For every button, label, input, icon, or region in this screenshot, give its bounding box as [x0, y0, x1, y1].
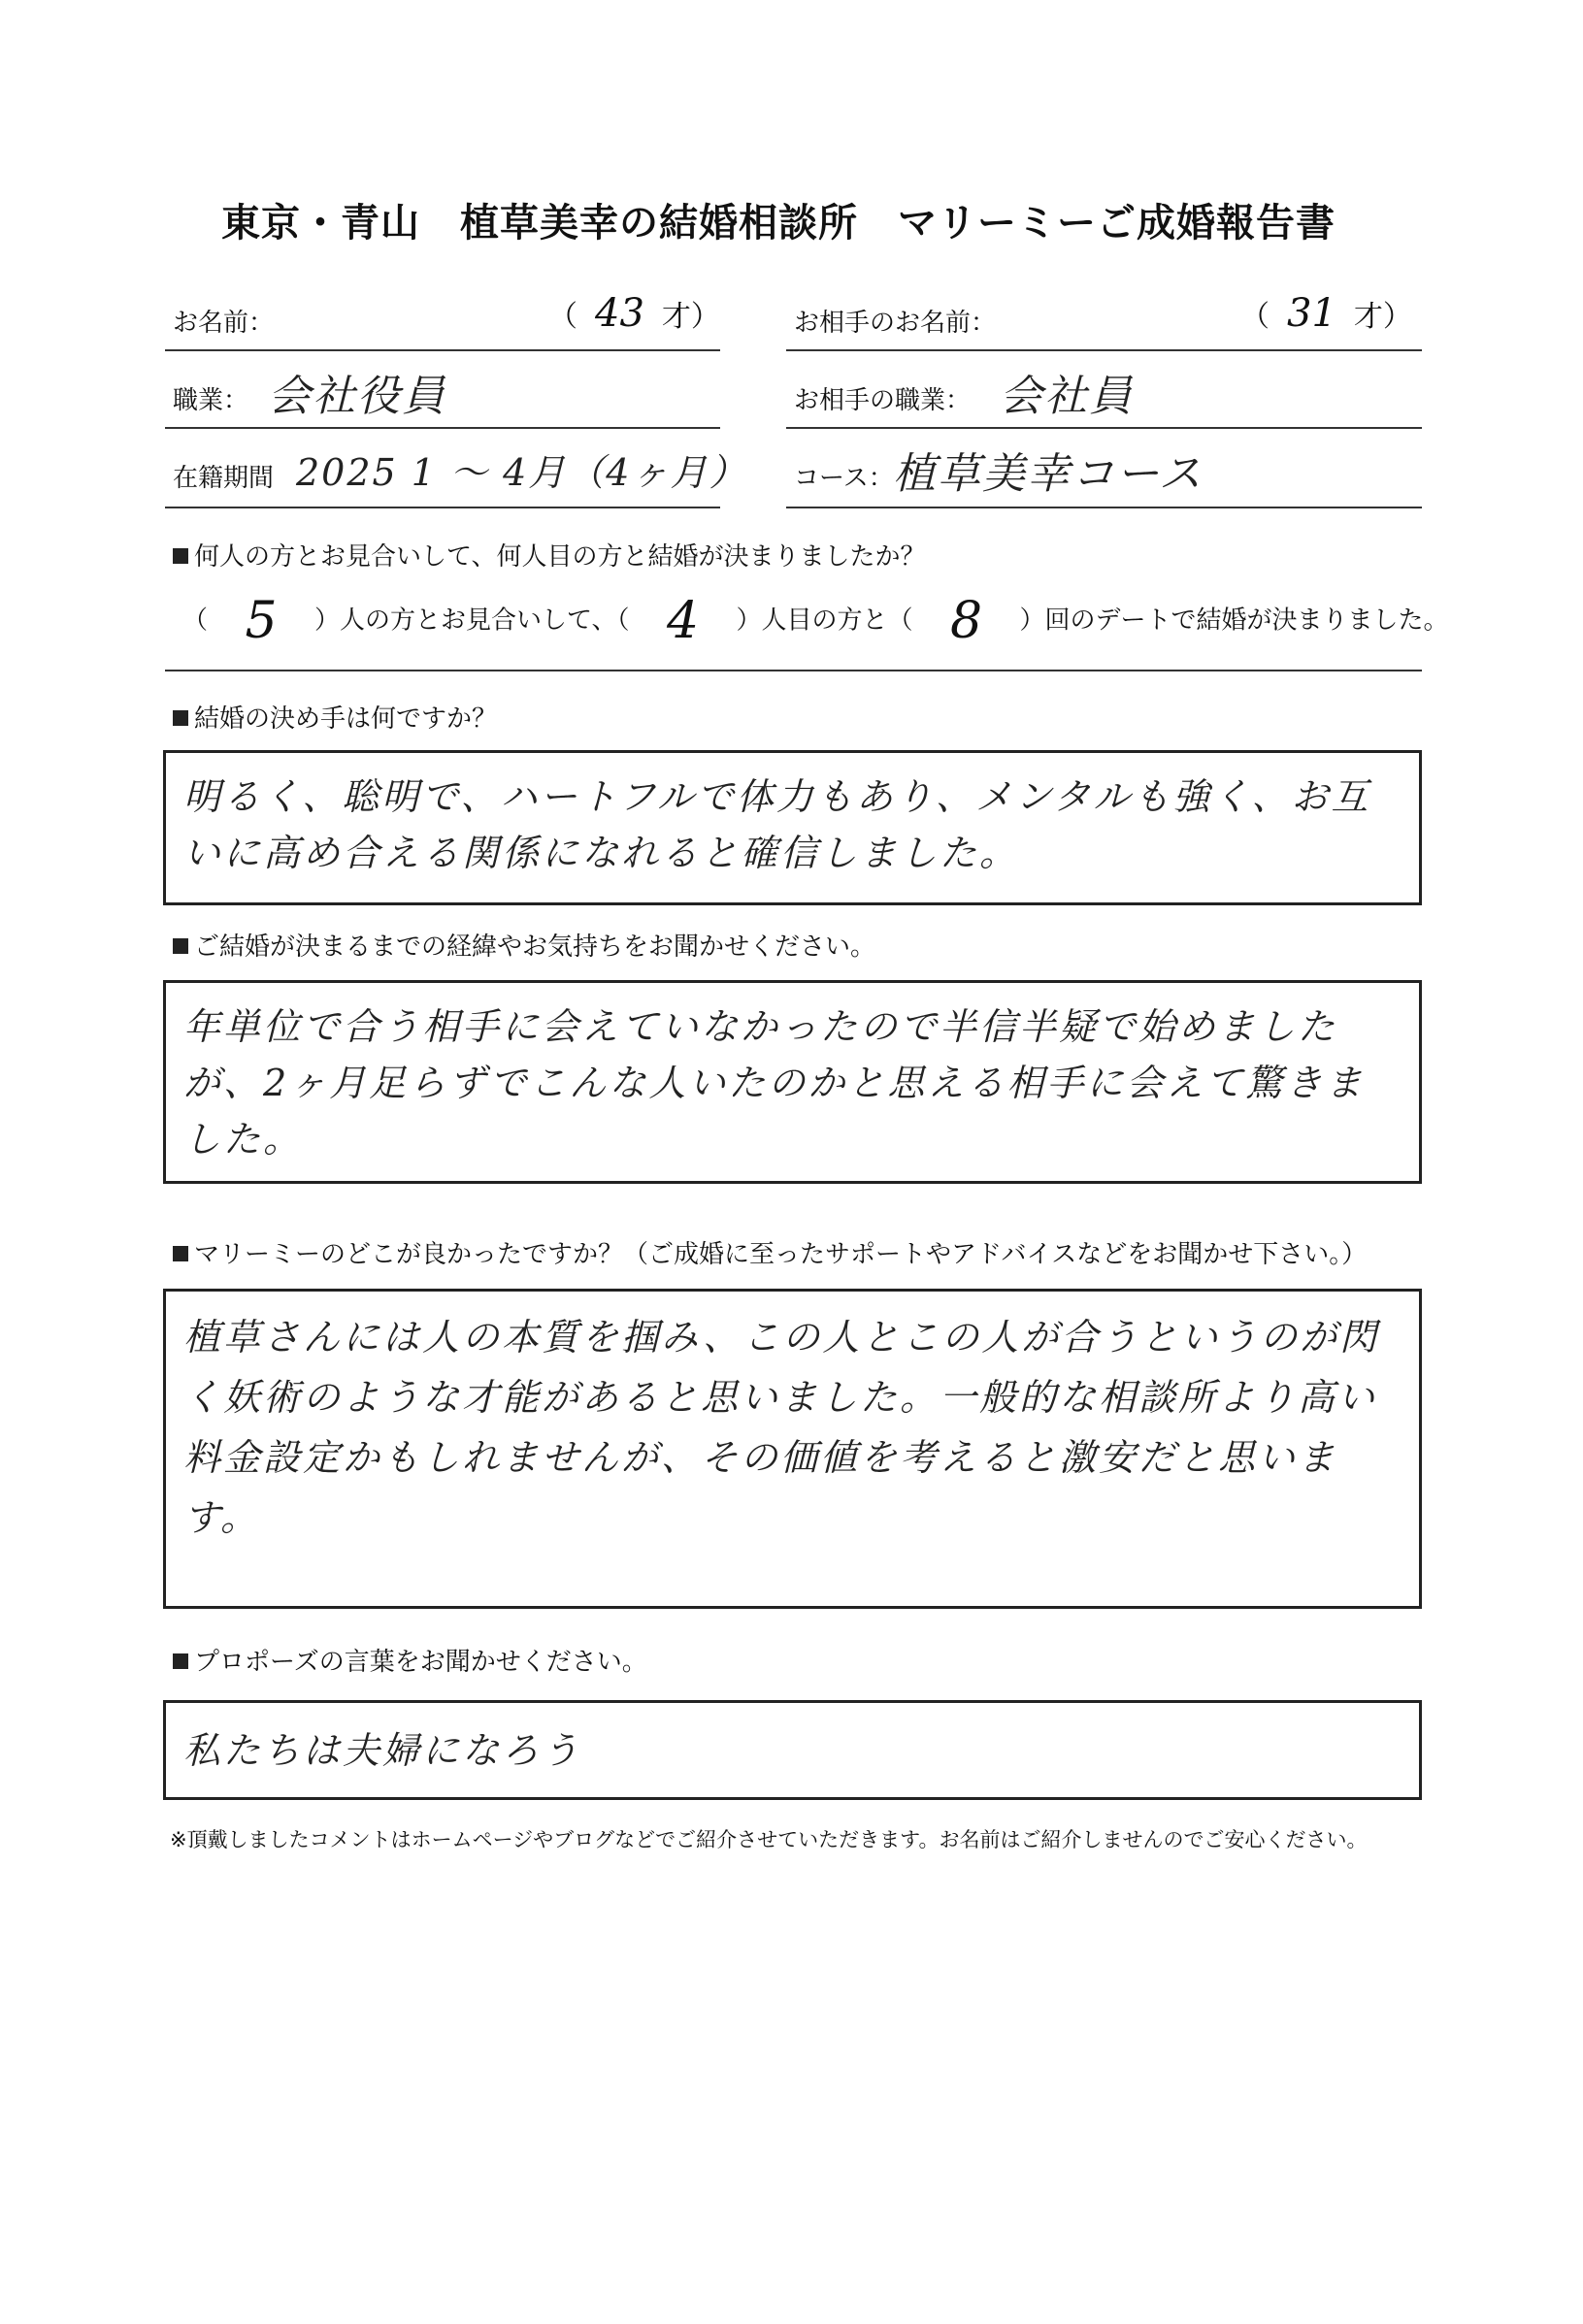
- footer-note: ※頂戴しましたコメントはホームページやブログなどでご紹介させていただきます。お名前はご紹介しませんのでご安心ください。: [170, 1828, 1368, 1851]
- q4-question: マリーミーのどこが良かったですか？（ご成婚に至ったサポートやアドバイスなどをお聞かせ下さい。）: [194, 1240, 1368, 1269]
- q5-heading: [173, 1642, 647, 1678]
- age-open: （: [548, 300, 577, 334]
- course-label: コース：: [794, 464, 894, 493]
- period-underline: [165, 507, 720, 508]
- q4-answer: 植草さんには人の本質を掴み、この人とこの人が合うというのが閃く妖術のような才能があると思いました。一般的な相談所より高い料金設定かもしれませんが、その価値を考えると激安だと思います。: [183, 1316, 1380, 1539]
- age-close: 才）: [661, 300, 720, 334]
- course-value: 植草美幸コース: [893, 449, 1204, 499]
- q1-answer-row: [182, 592, 1449, 650]
- bullet-square-icon: [173, 938, 188, 954]
- q2-answer: 明るく、聡明で、ハートフルで体力もあり、メンタルも強く、お互いに高め合える関係になれると確信しました。: [183, 775, 1371, 874]
- partner-age-close: 才）: [1353, 300, 1412, 334]
- period-value: 2025 1 〜 4月（4ヶ月）: [296, 451, 748, 494]
- partner-job-value: 会社員: [1000, 372, 1134, 421]
- q5-answer: 私たちは夫婦になろう: [183, 1729, 582, 1772]
- q3-heading: [173, 927, 875, 963]
- q3-answer-box: [163, 980, 1422, 1184]
- q2-question: 結婚の決め手は何ですか？: [194, 704, 498, 734]
- job-underline: [165, 427, 720, 429]
- bullet-square-icon: [173, 548, 188, 564]
- partner-name-underline: [786, 349, 1422, 351]
- partner-age-field: [1240, 291, 1412, 336]
- course-underline: [786, 507, 1422, 508]
- partner-age-value: 31: [1287, 291, 1336, 336]
- name-underline: [165, 349, 720, 351]
- job-label: 職業：: [173, 386, 249, 415]
- q3-question: ご結婚が決まるまでの経緯やお気持ちをお聞かせください。: [194, 933, 876, 962]
- job-value: 会社役員: [268, 372, 446, 421]
- partner-job-label: お相手の職業：: [794, 386, 972, 415]
- nth-person: 4: [666, 592, 700, 650]
- q1-underline: [165, 670, 1422, 671]
- name-label: お名前：: [173, 309, 275, 338]
- q2-heading: [173, 699, 497, 735]
- q4-heading: [173, 1234, 1367, 1270]
- age-field: [548, 291, 720, 336]
- partner-name-label: お相手のお名前：: [794, 309, 997, 338]
- page-title: 東京・青山 植草美幸の結婚相談所 マリーミーご成婚報告書: [221, 201, 1336, 245]
- q1-text-4: ）回のデートで結婚が決まりました。: [1019, 606, 1449, 636]
- period-label: 在籍期間: [173, 464, 275, 493]
- q1-text-2: ）人の方とお見合いして、（: [314, 606, 630, 636]
- people-count: 5: [245, 592, 278, 650]
- partner-job-underline: [786, 427, 1422, 429]
- q1-text-1: （: [182, 606, 209, 636]
- q1-question: 何人の方とお見合いして、何人目の方と結婚が決まりましたか？: [194, 542, 926, 572]
- bullet-square-icon: [173, 1653, 188, 1669]
- bullet-square-icon: [173, 710, 188, 726]
- date-count: 8: [949, 592, 983, 650]
- age-value: 43: [595, 291, 644, 336]
- q1-text-3: ）人目の方と（: [736, 606, 913, 636]
- q1-heading: [173, 537, 925, 573]
- q5-question: プロポーズの言葉をお聞かせください。: [194, 1648, 647, 1677]
- q5-answer-box: [163, 1700, 1422, 1800]
- partner-age-open: （: [1240, 300, 1270, 334]
- q2-answer-box: [163, 750, 1422, 905]
- q4-answer-box: [163, 1289, 1422, 1609]
- q3-answer: 年単位で合う相手に会えていなかったので半信半疑で始めましたが、2ヶ月足らずでこんな人いたのかと思える相手に会えて驚きました。: [183, 1005, 1366, 1161]
- bullet-square-icon: [173, 1246, 188, 1261]
